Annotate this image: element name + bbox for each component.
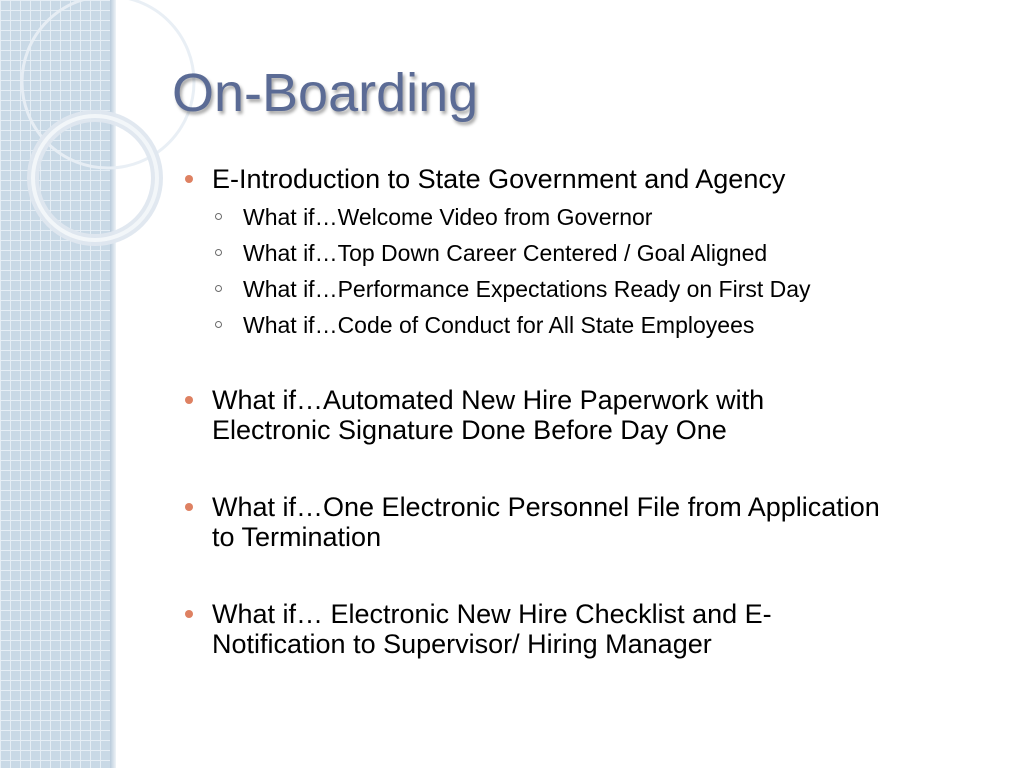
slide-title: On-Boarding [172, 63, 479, 123]
ring-bullet-icon [215, 321, 222, 328]
bullet-dot-icon [185, 610, 193, 618]
decorative-rings [0, 0, 200, 320]
sub-bullet-item [185, 271, 1000, 307]
bullet-dot-icon [185, 503, 193, 511]
bullet-dot-icon [185, 175, 193, 183]
bullet-item [185, 599, 1000, 659]
bullet-text-line: What if…Automated New Hire Paperwork with [212, 385, 765, 415]
sub-bullet-text: What if…Top Down Career Centered / Goal Aligned [243, 240, 768, 266]
bullet-item [185, 385, 1000, 445]
sub-bullet-item [185, 307, 1000, 343]
sub-bullet-list [185, 199, 1000, 343]
bullet-dot-icon [185, 396, 193, 404]
bullet-item [185, 492, 1000, 552]
ring-bullet-icon [215, 285, 222, 292]
bullet-text: E-Introduction to State Government and Agency [212, 164, 786, 194]
bullet-text-line: What if…One Electronic Personnel File from Application [212, 492, 880, 522]
sub-bullet-item [185, 199, 1000, 235]
bullet-list [185, 164, 1000, 659]
bullet-text-line: to Termination [212, 522, 382, 552]
sub-bullet-text: What if…Performance Expectations Ready on First Day [243, 276, 811, 302]
sub-bullet-item [185, 235, 1000, 271]
ring-bullet-icon [215, 249, 222, 256]
sub-bullet-text: What if…Welcome Video from Governor [243, 204, 653, 230]
bullet-text-line: What if… Electronic New Hire Checklist and E- [212, 599, 772, 629]
bullet-item [185, 164, 1000, 194]
ring-bullet-icon [215, 213, 222, 220]
sub-bullet-text: What if…Code of Conduct for All State Employees [243, 312, 755, 338]
bullet-text-line: Notification to Supervisor/ Hiring Manager [212, 629, 712, 659]
bullet-text-line: Electronic Signature Done Before Day One [212, 415, 727, 445]
